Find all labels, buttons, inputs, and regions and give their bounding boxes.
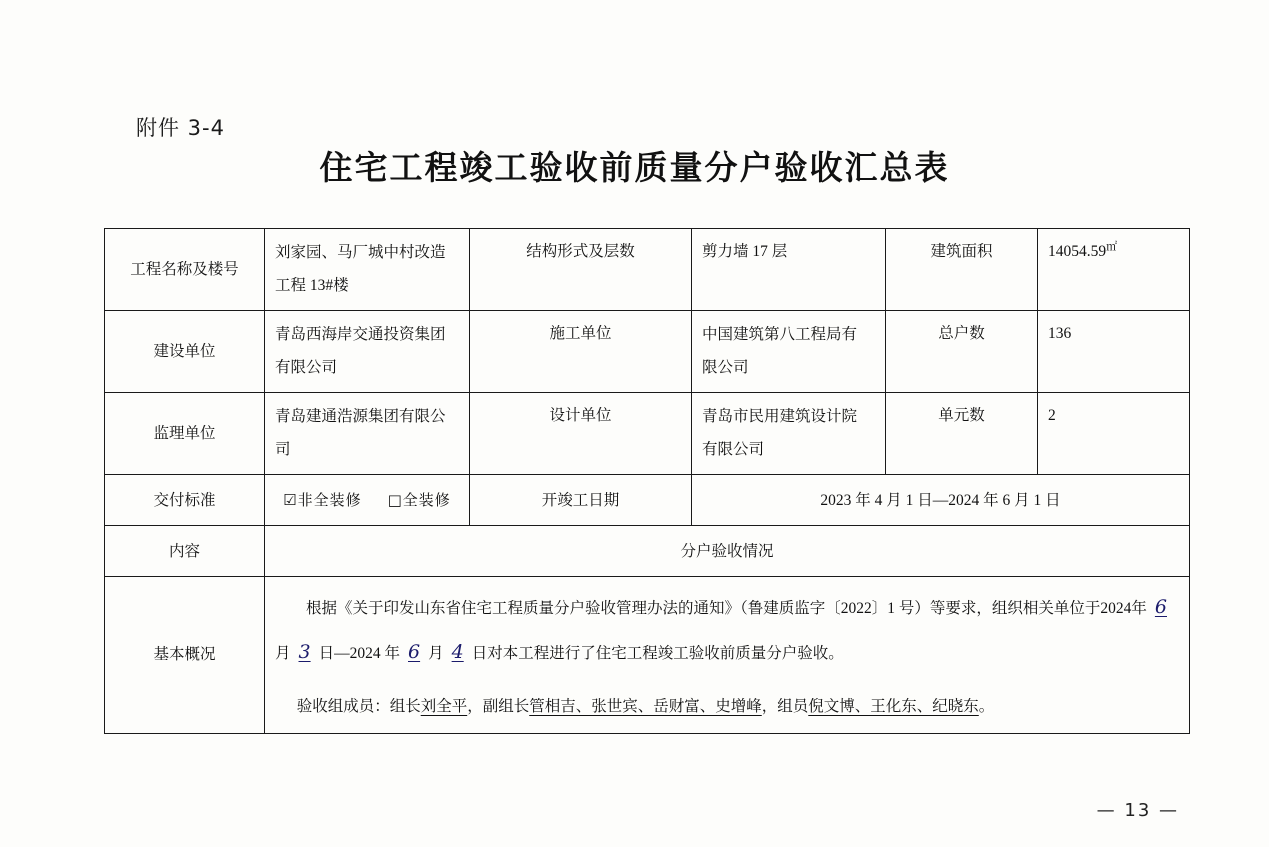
handwritten-month-start: 6 (1154, 596, 1167, 619)
handwritten-month-end: 6 (408, 640, 421, 663)
project-name-line1: 刘家园、马厂城中村改造 (275, 244, 446, 261)
cell-unit-count-value: 2 (1038, 393, 1190, 475)
contractor-line1: 中国建筑第八工程局有 (702, 326, 858, 344)
owner-line2: 有限公司 (275, 358, 338, 376)
acceptance-team-mid1: ，副组长 (467, 697, 530, 715)
cell-project-name-label: 工程名称及楼号 (105, 229, 265, 311)
owner-line1: 青岛西海岸交通投资集团 (275, 326, 446, 344)
cell-contractor-value (692, 311, 886, 393)
table-row (105, 393, 1190, 475)
overview-text-mid2: 日—2024 年 (318, 644, 400, 662)
cell-project-name-value (265, 229, 470, 311)
acceptance-team-deputies: 管相吉、张世宾、岳财富、史增峰 (529, 697, 762, 715)
overview-paragraph-1 (275, 585, 1179, 674)
cell-construction-dates-value: 2023 年 4 月 1 日—2024 年 6 月 1 日 (692, 475, 1190, 526)
cell-overview-value (265, 577, 1190, 734)
supervisor-line1: 青岛建通浩源集团有限公 (275, 408, 446, 426)
checkbox-full-decoration[interactable]: □全装修 (387, 490, 451, 509)
acceptance-team-suffix: 。 (978, 697, 995, 715)
handwritten-day-start: 3 (298, 640, 311, 663)
summary-table (104, 228, 1190, 734)
overview-text-suffix: 日对本工程进行了住宅工程竣工验收前质量分户验收。 (471, 644, 844, 662)
acceptance-team-prefix: 验收组成员：组长 (296, 697, 421, 715)
cell-delivery-standard-label: 交付标准 (105, 475, 265, 526)
table-row (105, 229, 1190, 311)
acceptance-team-members: 倪文博、王化东、纪晓东 (808, 697, 979, 715)
page-title: 住宅工程竣工验收前质量分户验收汇总表 (319, 148, 950, 187)
overview-text-year-prefix: 年 (1131, 600, 1147, 618)
overview-text-a: 根据《关于印发山东省住宅工程质量分户验收管理办法的通知》（鲁建质监字〔2022〕1 号）等要求，组织相关单位于2024 (306, 600, 1132, 618)
project-name-line2: 工程 13#楼 (275, 276, 349, 294)
cell-contractor-label: 施工单位 (470, 311, 692, 393)
page-number: — 13 — (1096, 800, 1179, 821)
table-row (105, 577, 1190, 734)
overview-paragraph-2 (275, 689, 1179, 725)
acceptance-team-leader: 刘全平 (420, 697, 468, 715)
designer-line1: 青岛市民用建筑设计院 (702, 408, 858, 426)
cell-content-value: 分户验收情况 (265, 526, 1190, 577)
cell-designer-label: 设计单位 (470, 393, 692, 475)
cell-unit-count-label: 单元数 (886, 393, 1038, 475)
attachment-label: 附件 3-4 (136, 116, 225, 140)
floor-area-number: 14054.59 (1048, 243, 1107, 261)
cell-designer-value (692, 393, 886, 475)
table-row (105, 311, 1190, 393)
cell-supervisor-label: 监理单位 (105, 393, 265, 475)
cell-content-label: 内容 (105, 526, 265, 577)
floor-area-unit: ㎡ (1106, 241, 1118, 253)
cell-delivery-standard-value (265, 475, 470, 526)
cell-floor-area-label: 建筑面积 (886, 229, 1038, 311)
acceptance-team-mid2: ，组员 (761, 697, 809, 715)
cell-supervisor-value (265, 393, 470, 475)
designer-line2: 有限公司 (702, 440, 765, 458)
cell-structure-value: 剪力墙 17 层 (692, 229, 886, 311)
cell-structure-label: 结构形式及层数 (470, 229, 692, 311)
cell-owner-value (265, 311, 470, 393)
table-row (105, 526, 1190, 577)
contractor-line2: 限公司 (702, 358, 749, 376)
cell-total-units-label: 总户数 (886, 311, 1038, 393)
overview-text-mid3: 月 (428, 644, 444, 662)
cell-overview-label: 基本概况 (105, 577, 265, 734)
supervisor-line2: 司 (275, 440, 291, 458)
cell-owner-label: 建设单位 (105, 311, 265, 393)
cell-floor-area-value (1038, 229, 1190, 311)
cell-total-units-value: 136 (1038, 311, 1190, 393)
checkbox-non-full-decoration[interactable]: ☑非全装修 (283, 490, 362, 509)
cell-construction-dates-label: 开竣工日期 (470, 475, 692, 526)
overview-text-mid1: 月 (275, 644, 291, 662)
table-row (105, 475, 1190, 526)
handwritten-day-end: 4 (451, 640, 464, 663)
